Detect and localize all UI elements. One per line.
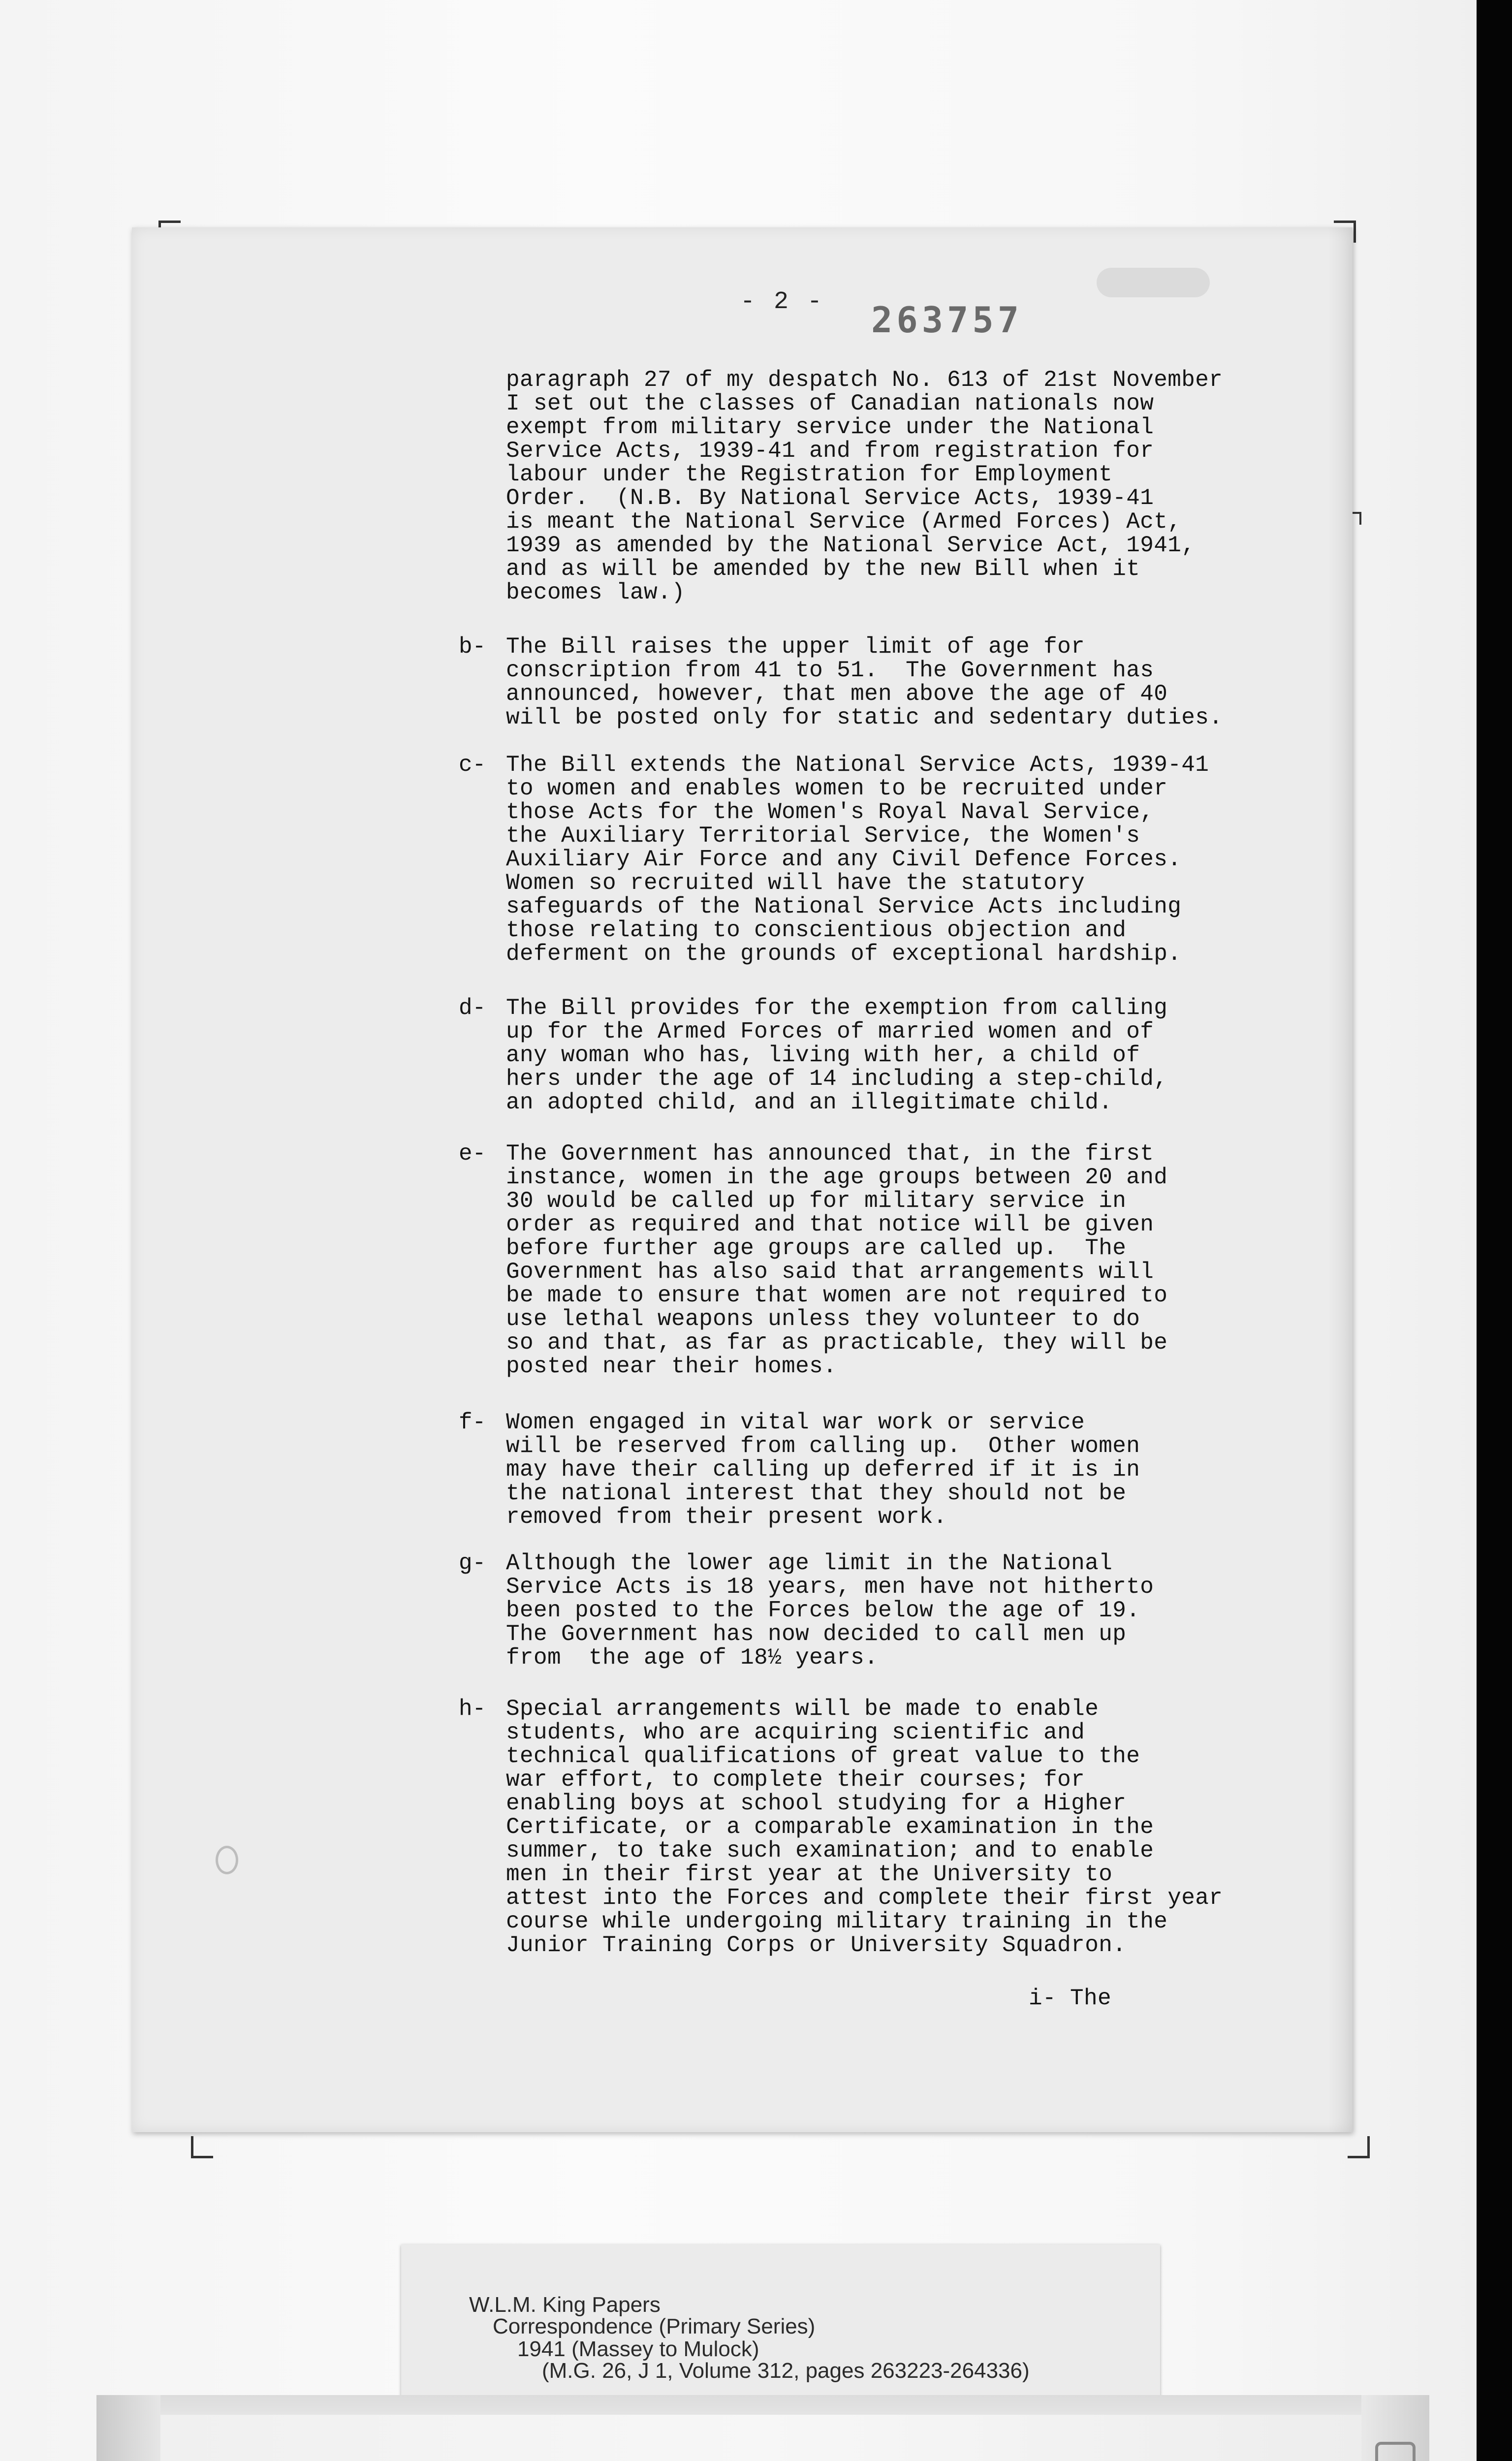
paragraph-text: The Bill extends the National Service Acts, 1939-41 to women and enables women to be recruited under those Acts for the Women's Royal Naval Service, the Auxiliary Territorial Service, the Women's Auxiliary Air Force and any Civil Defence Forces. Women so recruited will have the statutory safeguards of the National Service Acts including those relating to conscientious objection and deferment on the grounds of exceptional hardship.	[506, 752, 1209, 967]
label-series: Correspondence (Primary Series)	[493, 2314, 816, 2338]
paragraph-letter: h-	[459, 1696, 486, 1722]
paragraph-text: The Government has announced that, in the first instance, women in the age groups between 20 and 30 would be called up for military service in order as required and that notice will be given before further age groups are called up. The Government has also said that arrangements will be made to ensure that women are not required to use lethal weapons unless they volunteer to do so and that, as far as practicable, they will be posted near their homes.	[506, 1141, 1168, 1379]
intro-paragraph: paragraph 27 of my despatch No. 613 of 21st November I set out the classes of Canadian nationals now exempt from military service under the National Service Acts, 1939-41 and from registration for labour under the Registration for Employment Order. (N.B. By National Service Acts, 1939-41 is meant the National Service (Armed Forces) Act, 1939 as amended by the National Service Act, 1941, and as will be amended by the new Bill when it becomes law.)	[506, 367, 1223, 605]
continuation-catchword: i- The	[1029, 1986, 1112, 2011]
plate-left-edge	[96, 2395, 160, 2461]
paragraph-e	[459, 1142, 1167, 1378]
crop-mark-bottom-right	[1348, 2136, 1370, 2158]
sheet-edge-shadow	[1328, 227, 1353, 2132]
paragraph-text: Special arrangements will be made to enable students, who are acquiring scientific and technical qualifications of great value to the war effort, to complete their courses; for enabling boys at school studying for a Higher Certificate, or a comparable examination in the summer, to take such examination; and to enable men in their first year at the University to attest into the Forces and complete their first year course while undergoing military training in the Junior Training Corps or University Squadron.	[506, 1696, 1223, 1958]
plate-slot	[1375, 2442, 1416, 2461]
stamp-number: 263757	[871, 299, 1023, 341]
paragraph-letter: e-	[459, 1141, 486, 1167]
sheet-smudge	[1097, 268, 1210, 297]
paragraph-letter: f-	[459, 1410, 486, 1435]
label-volume-pages: (M.G. 26, J 1, Volume 312, pages 263223-264336)	[542, 2359, 1030, 2383]
plate-face	[160, 2415, 1361, 2461]
paragraph-c	[459, 753, 1209, 966]
label-year-range: 1941 (Massey to Mulock)	[517, 2337, 759, 2361]
paragraph-h	[459, 1697, 1223, 1957]
paragraph-b	[459, 635, 1223, 729]
paragraph-letter: c-	[459, 752, 486, 778]
crop-mark-bottom-left	[191, 2136, 213, 2158]
punch-hole	[216, 1846, 238, 1874]
paragraph-text: Women engaged in vital war work or service will be reserved from calling up. Other women may have their calling up deferred if it is in the national interest that they should not be removed from their present work.	[506, 1410, 1140, 1530]
paragraph-f	[459, 1411, 1140, 1529]
paragraph-text: Although the lower age limit in the National Service Acts is 18 years, men have not hitherto been posted to the Forces below the age of 19. The Government has now decided to call men up from the age of 18½ years.	[506, 1550, 1154, 1671]
paragraph-letter: g-	[459, 1550, 486, 1576]
paragraph-letter: b-	[459, 634, 486, 660]
archive-reference-label	[401, 2244, 1160, 2403]
paragraph-g	[459, 1551, 1154, 1670]
label-collection: W.L.M. King Papers	[469, 2293, 661, 2317]
paragraph-letter: d-	[459, 995, 486, 1021]
archives-plate	[96, 2395, 1429, 2461]
page-number: - 2 -	[740, 288, 824, 316]
paragraph-d	[459, 996, 1167, 1114]
paragraph-text: The Bill provides for the exemption from calling up for the Armed Forces of married women and of any woman who has, living with her, a child of hers under the age of 14 including a step-child, an adopted child, and an illegitimate child.	[506, 995, 1168, 1115]
paragraph-text: The Bill raises the upper limit of age for conscription from 41 to 51. The Government has announced, however, that men above the age of 40 will be posted only for static and sedentary duties.	[506, 634, 1223, 730]
